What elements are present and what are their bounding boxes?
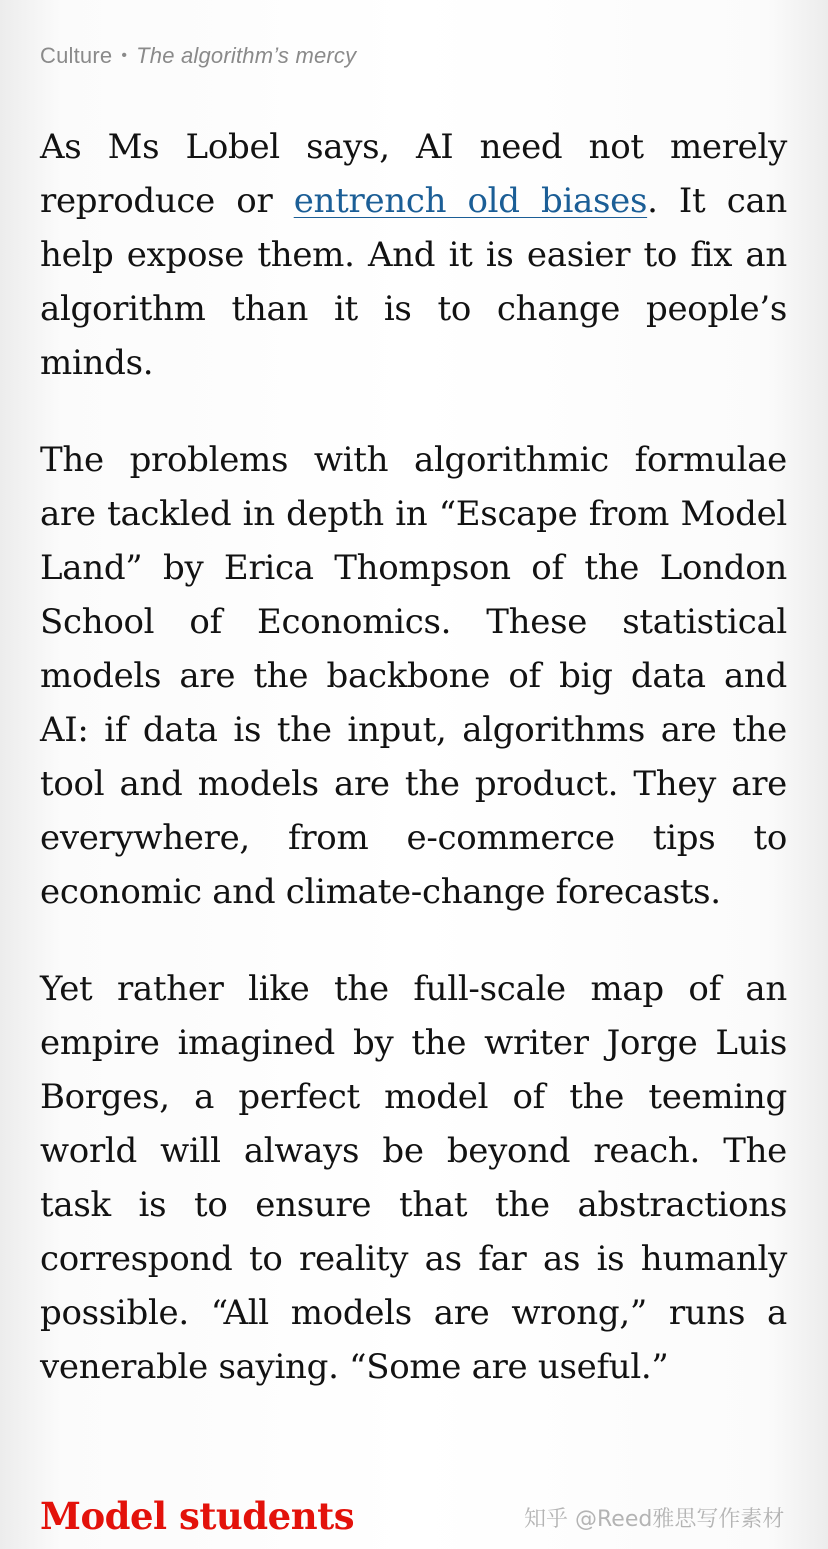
- paragraph-1-text-after-link: . It can help expose them. And it is easier to fix an algorithm than it is to change people’s minds.: [40, 181, 788, 383]
- paragraph-1: [40, 120, 787, 390]
- entrench-old-biases-link[interactable]: entrench old biases: [293, 181, 648, 221]
- paragraph-1-text-before-link: As Ms Lobel says, AI need not merely reproduce or: [40, 127, 787, 221]
- zhihu-watermark: 知乎 @Reed雅思写作素材: [524, 1506, 785, 1532]
- section-subhead: Model students: [40, 1494, 355, 1538]
- breadcrumb: [40, 40, 356, 72]
- breadcrumb-headline: The algorithm’s mercy: [136, 43, 357, 68]
- paragraph-3: Yet rather like the full-scale map of an empire imagined by the writer Jorge Luis Borges, a perfect model of the teeming world will always be beyond reach. The task is to ensure that the abstractions correspond to reality as far as is humanly possible. “All models are wrong,” runs a venerable saying. “Some are useful.”: [40, 969, 787, 1387]
- article-body: [40, 120, 787, 1437]
- breadcrumb-separator: •: [121, 47, 128, 64]
- paragraph-2: The problems with algorithmic formulae are tackled in depth in “Escape from Model Land” by Erica Thompson of the London School of Economics. These statistical models are the backbone of big data and AI: if data is the input, algorithms are the tool and models are the product. They are everywhere, from e-commerce tips to economic and climate-change forecasts.: [40, 440, 787, 912]
- breadcrumb-section[interactable]: Culture: [40, 43, 113, 68]
